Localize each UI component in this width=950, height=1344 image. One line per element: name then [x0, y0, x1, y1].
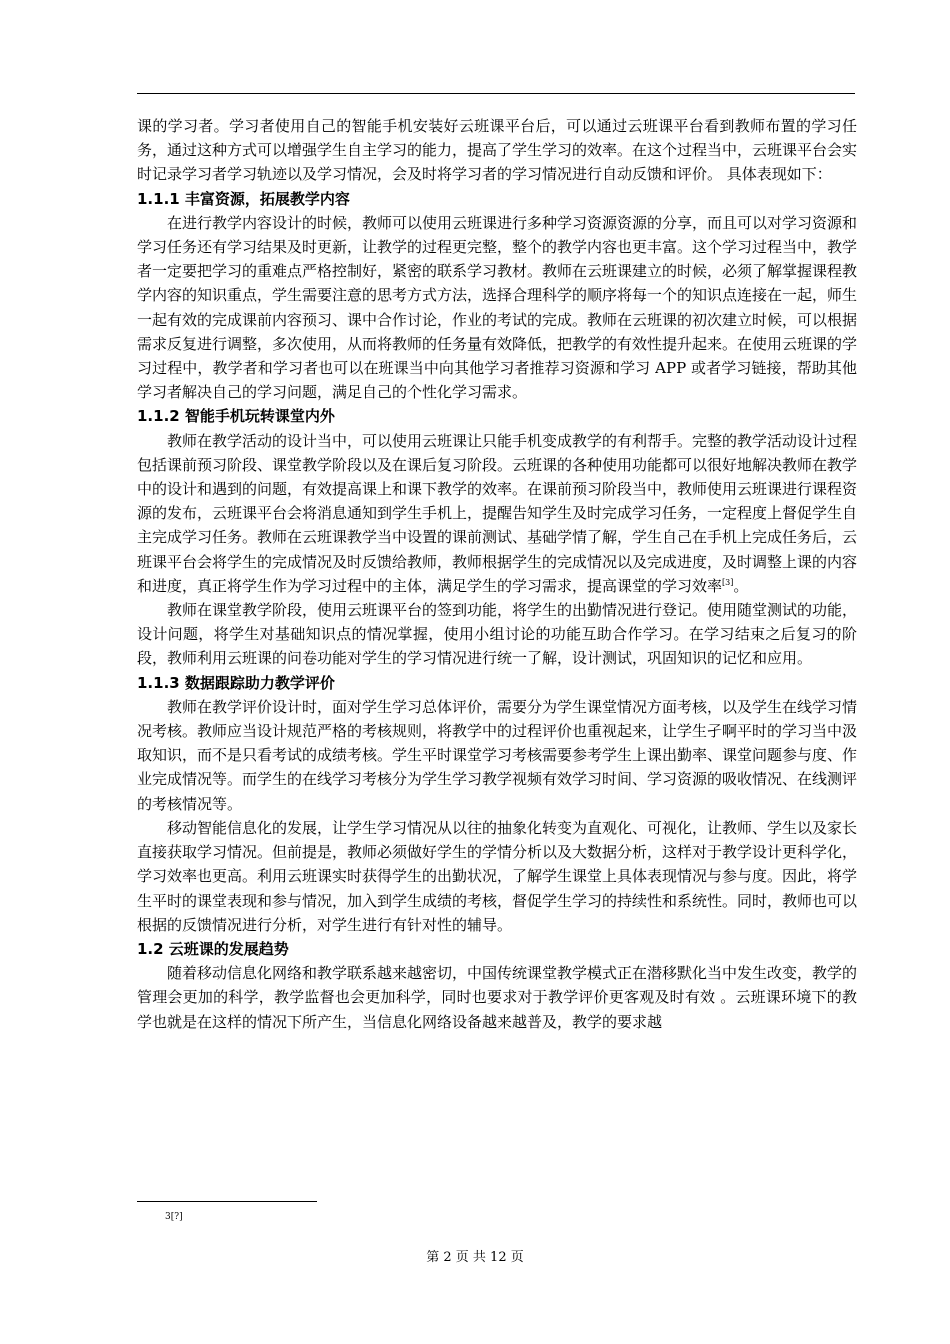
paragraph-1-1-2a-text: 教师在教学活动的设计当中，可以使用云班课让只能手机变成教学的有利帮手。完整的教学活动设计过程包括课前预习阶段、课堂教学阶段以及在课后复习阶段。云班课的各种使用功能都可以很好地解决教师在教学中的设计和遇到的问题，有效提高课上和课下教学的效率。在课前预习阶段当中，教师使用云班课进行课程资源的发布，云班课平台会将消息通知到学生手机上，提醒告知学生及时完成学习任务，一定程度上督促学生自主完成学习任务。教师在云班课教学当中设置的课前测试、基础学情了解，学生自己在手机上完成任务后，云班课平台会将学生的完成情况及时反馈给教师，教师根据学生的完成情况以及完成进度，及时调整上课的内容和进度，真正将学生作为学习过程中的主体，满足学生的学习需求，提高课堂的学习效率 — [137, 431, 858, 595]
paragraph-1-1-2a-end: 。 — [733, 576, 749, 595]
body-text — [137, 114, 857, 1034]
header-rule — [137, 93, 855, 94]
heading-1-1-1: 1.1.1 丰富资源，拓展教学内容 — [137, 189, 350, 208]
page-number: 第 2 页 共 12 页 — [426, 1250, 524, 1265]
citation-ref[interactable]: [3] — [722, 577, 734, 587]
paragraph-1-2: 随着移动信息化网络和教学联系越来越密切，中国传统课堂教学模式正在潜移默化当中发生改变，教学的管理会更加的科学，教学监督也会更加科学，同时也要求对于教学评价更客观及时有效 。云班课环境下的教学也就是在这样的情况下所产生，当信息化网络设备越来越普及，教学的要求越 — [137, 964, 858, 1031]
paragraph-1-1-2b: 教师在课堂教学阶段，使用云班课平台的签到功能，将学生的出勤情况进行登记。使用随堂测试的功能，设计问题，将学生对基础知识点的情况掌握，使用小组讨论的功能互助合作学习。在学习结束之后复习的阶段，教师利用云班课的问卷功能对学生的学习情况进行统一了解，设计测试，巩固知识的记忆和应用。 — [137, 601, 858, 668]
paragraph-1-1-2a — [137, 429, 857, 598]
heading-1-2: 1.2 云班课的发展趋势 — [137, 939, 289, 958]
paragraph-intro: 课的学习者。学习者使用自己的智能手机安装好云班课平台后，可以通过云班课平台看到教师布置的学习任务，通过这种方式可以增强学生自主学习的能力，提高了学生学习的效率。在这个过程当中，云班课平台会实时记录学习者学习轨迹以及学习情况，会及时将学习者的学习情况进行自动反馈和评价。 具体表现如下： — [137, 117, 858, 184]
footnote-rule — [137, 1201, 317, 1202]
paragraph-1-1-1: 在进行教学内容设计的时候，教师可以使用云班课进行多种学习资源资源的分享，而且可以对学习资源和学习任务还有学习结果及时更新，让教学的过程更完整，整个的教学内容也更丰富。这个学习过程当中，教学者一定要把学习的重难点严格控制好，紧密的联系学习教材。教师在云班课建立的时候，必须了解掌握课程教学内容的知识重点，学生需要注意的思考方式方法，选择合理科学的顺序将每一个的知识点连接在一起，师生一起有效的完成课前内容预习、课中合作讨论，作业的考试的完成。教师在云班课的初次建立时候，可以根据需求反复进行调整，多次使用，从而将教师的任务量有效降低，把教学的有效性提升起来。在使用云班课的学习过程中，教学者和学习者也可以在班课当中向其他学习者推荐习资源和学习 APP 或者学习链接，帮助其他学习者解决自己的学习问题，满足自己的个性化学习需求。 — [137, 213, 858, 402]
heading-1-1-2: 1.1.2 智能手机玩转课堂内外 — [137, 407, 335, 426]
heading-1-1-3: 1.1.3 数据跟踪助力教学评价 — [137, 673, 335, 692]
paragraph-1-1-3a: 教师在教学评价设计时，面对学生学习总体评价，需要分为学生课堂情况方面考核，以及学生在线学习情况考核。教师应当设计规范严格的考核规则，将教学中的过程评价也重视起来，让学生孑啊平时的学习当中汲取知识，而不是只看考试的成绩考核。学生平时课堂学习考核需要参考学生上课出勤率、课堂问题参与度、作业完成情况等。而学生的在线学习考核分为学生学习教学视频有效学习时间、学习资源的吸收情况、在线测评的考核情况等。 — [137, 697, 858, 813]
paragraph-1-1-3b: 移动智能信息化的发展，让学生学习情况从以往的抽象化转变为直观化、可视化，让教师、学生以及家长直接获取学习情况。但前提是，教师必须做好学生的学情分析以及大数据分析，这样对于教学设计更科学化，学习效率也更高。利用云班课实时获得学生的出勤状况，了解学生课堂上具体表现情况与参与度。因此，将学生平时的课堂表现和参与情况，加入到学生成绩的考核，督促学生学习的持续性和系统性。同时，教师也可以根据的反馈情况进行分析，对学生进行有针对性的辅导。 — [137, 818, 858, 934]
footnote: 3[?] — [165, 1212, 183, 1222]
